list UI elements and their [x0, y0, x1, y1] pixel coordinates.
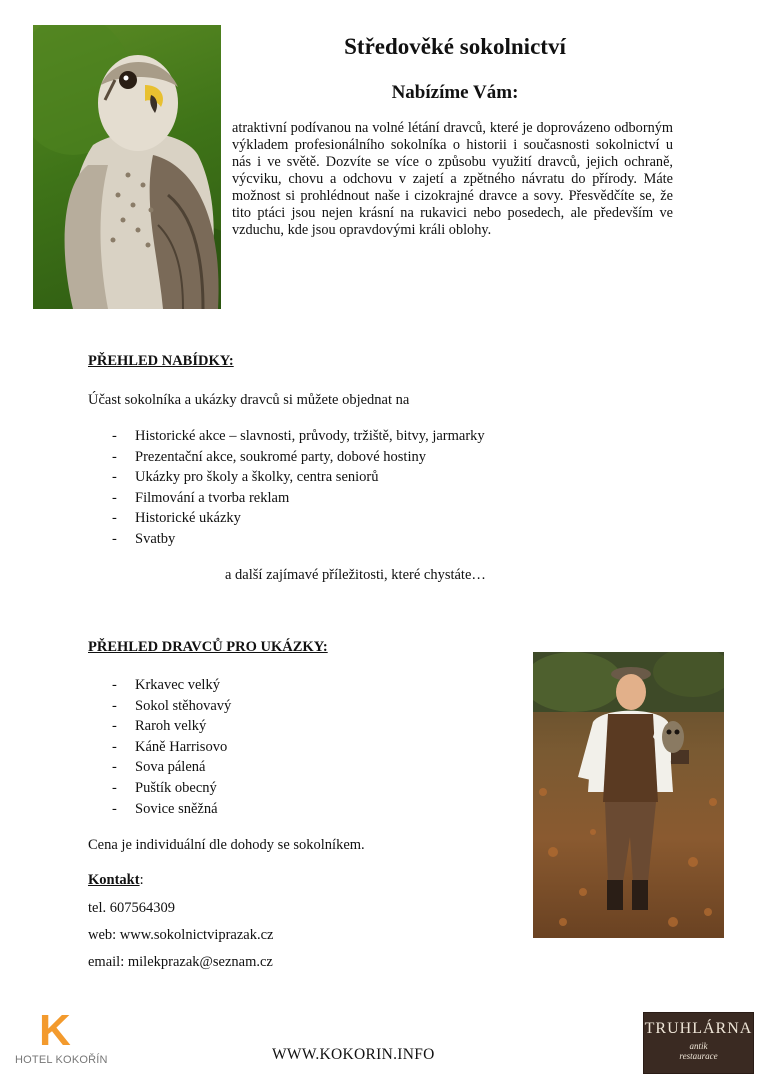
list-item: - Krkavec velký [88, 675, 231, 696]
list-item: - Ukázky pro školy a školky, centra seniorů [88, 467, 485, 488]
list-item: - Historické akce – slavnosti, průvody, tržiště, bitvy, jarmarky [88, 426, 485, 447]
hotel-kokorin-logo [12, 1008, 112, 1072]
truhlarna-sub-restaurace: restaurace [679, 1051, 718, 1061]
birds-heading: PŘEHLED DRAVCŮ PRO UKÁZKY: [88, 639, 328, 655]
birds-list [88, 675, 231, 819]
list-item: - Raroh velký [88, 716, 231, 737]
offer-heading: PŘEHLED NABÍDKY: [88, 353, 234, 369]
list-item: - Káně Harrisovo [88, 737, 231, 758]
intro-paragraph: atraktivní podívanou na volné létání dravců, které je doprovázeno odborným výkladem profesionálního sokolníka o historii i současnosti sokolnictví u nás i ve světě. Dozvíte se více o způsobu využití dravců, jejich ochraně, výcviku, chovu a odchovu v zajetí a zpětného návratu do přírody. Máte možnost si prohlédnout naše i cizokrajné dravce a sovy. Přesvědčíte se, že tito ptáci jsou nejen krásní na rukavici nebo posedech, ale především ve vzduchu, kde jsou opravdovými králi oblohy. [232, 120, 673, 238]
list-item: - Sokol stěhovavý [88, 696, 231, 717]
list-item: - Historické ukázky [88, 508, 485, 529]
page-title: Středověké sokolnictví [344, 34, 566, 59]
offer-more-text: a další zajímavé příležitosti, které chystáte… [225, 567, 486, 583]
truhlarna-logo-title: TRUHLÁRNA [644, 1020, 753, 1037]
list-item: - Sovice sněžná [88, 799, 231, 820]
hotel-logo-mark: K [39, 1006, 71, 1055]
hotel-logo-text: HOTEL KOKOŘÍN [15, 1054, 108, 1066]
truhlarna-sub-antik: antik [689, 1041, 708, 1051]
page-subtitle: Nabízíme Vám: [391, 82, 519, 103]
contact-label: Kontakt [88, 872, 140, 888]
falconer-photo [533, 652, 724, 938]
truhlarna-logo-sub [644, 1041, 753, 1061]
contact-phone: tel. 607564309 [88, 900, 175, 916]
truhlarna-logo [643, 1012, 754, 1074]
contact-heading [88, 872, 144, 889]
price-note: Cena je individuální dle dohody se sokolníkem. [88, 837, 365, 853]
list-item: - Filmování a tvorba reklam [88, 488, 485, 509]
contact-web[interactable]: web: www.sokolnictviprazak.cz [88, 927, 274, 943]
contact-colon: : [139, 872, 144, 888]
list-item: - Puštík obecný [88, 778, 231, 799]
footer-url[interactable]: WWW.KOKORIN.INFO [272, 1046, 435, 1063]
list-item: - Prezentační akce, soukromé party, dobové hostiny [88, 447, 485, 468]
offer-intro: Účast sokolníka a ukázky dravců si můžete objednat na [88, 392, 410, 408]
contact-email[interactable]: email: milekprazak@seznam.cz [88, 954, 273, 970]
list-item: - Sova pálená [88, 757, 231, 778]
falcon-photo [33, 25, 221, 309]
list-item: - Svatby [88, 529, 485, 550]
offer-list [88, 426, 485, 550]
